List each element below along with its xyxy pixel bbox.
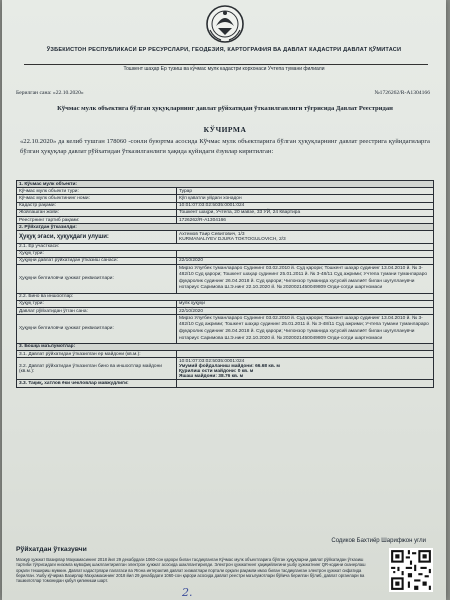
section-header: 2.2. Бино ва иншоотлар: <box>17 293 433 300</box>
table-row: 3.3. Тақиқ, хатлов ёки чекловлар мавжудлиги: <box>17 379 433 386</box>
table-row: Ҳуқуқни белгиловчи ҳужжат реквизитлари: Мирзо Улуғбек туманлараро Судининг 03.02.2010 й. Суд қарори; Тошкент шаҳар судининг 13.04.2010 й. № 3-482/10 Суд ажрими; Тошкент шаҳар судининг 25.01.2011 й. № 3-48/11 Суд ажрими; Учтепа тумани туманлараро фуқаролик судининг 26.04.2018 й. Суд қарори; Чилонзор туманида хусусий амалиёт билан шуғулланувчи нотариус Саримова Ш.Э.нинг 22.10.2020 й. № 2020021450049809 Олди-сотди шартномаси <box>17 314 433 343</box>
table-row: Ҳуқуқни белгиловчи ҳужжат реквизитлари: Мирзо Улуғбек туманлараро Судининг 03.02.2010 й. Суд қарори; Тошкент шаҳар судининг 13.04.2010 й. № 3-482/10 Суд қарори; Тошкент шаҳар судининг 25.01.2011 й. № 3-48/11 Суд ажрими; Учтепа тумани туманлараро фуқаролик судининг 26.04.2018 й. Суд қарори; Чилонзор туманида хусусий амалиёт билан шуғулланувчи нотариус Саримова Ш.Э.нинг 22.10.2020 й. № 2020021450049809 Олди-сотди шартномаси <box>17 264 433 293</box>
table-row: Кўчмас мулк объектининг номи: Кўп қаватли уйдаги хонадон <box>17 194 433 201</box>
state-emblem-icon <box>205 4 245 44</box>
table-row: Ҳуқуқ тури: <box>17 250 433 257</box>
handwritten-page-number: 2. <box>182 586 193 599</box>
qr-code-icon <box>389 548 433 592</box>
registry-table <box>16 180 434 388</box>
table-row: 3.1. Давлат рўйхатидан ўтказилган ер майдони (кв.м.): <box>17 350 433 357</box>
intro-paragraph: «22.10.2020» да келиб тушган 178060 -сонли буюртма асосида Кўчмас мулк объектларига бўлган ҳуқуқларнинг давлат реестрига қуйидагиларга бўлган ҳуқуқлар давлат рўйхатидан ўтказилганлиги ҳақида қуйидаги ёзувлар киритилган: <box>20 138 430 155</box>
table-row: Ҳуқуқ тури: мулк ҳуқуқи <box>17 300 433 307</box>
verification-note: Мазкур ҳужжат Вазирлар Маҳкамасининг 2018 йил 29 декабрдаги 1060-сон қарори билан тасдиқланган Кўчмас мулк объектларига бўлган ҳуқуқларни давлат рўйхатидан ўтказиш тартиби тўғрисидаги низомга мувофиқ шакллантирилган электрон ҳужжат асосида шакллантирилди. Электрон ҳужжатнинг ҳақиқийлигини ушбу ҳужжатнинг QR-кодини сканерлаш орқали текшириш мумкин. Давлат кадастрлари палатаси ва Ягона интерактив давлат хизматлари портали орқали рақамли имзо билан тасдиқланган электрон ҳужжат сифатида берилган. Ушбу кўчирма Вазирлар Маҳкамасининг 2018 йил 29 декабрдаги 1060-сон қарори асосида давлат реестри маълумотлари бўйича берилган бўлиб, давлат органлари ва ташкилотлар томонидан қабул қилиниши шарт. <box>16 557 366 584</box>
issue-date: Берилган сана: «22.10.2020» <box>16 90 84 96</box>
table-row: Ҳуқуқ эгаси, ҳуқуқдаги улуши: Ахтемов Таир Севитович, 1/3 KURMANALIYEV DJURA TOKTOGULOVICH, 2/3 <box>17 230 433 242</box>
table-row: Кадастр рақами: 10:01:07:03:02:5035:0001:024 <box>17 202 433 209</box>
section-header: 1. Кўчмас мулк объекти: <box>17 181 433 187</box>
document-title: Кўчмас мулк объектига бўлган ҳуқуқларнинг давлат рўйхатидан ўтказилганлиги тўғрисида Давлат Реестридан <box>57 105 393 112</box>
table-row: Ҳуқуқни давлат рўйхатидан ўтказиш санаси: 22/10/2020 <box>17 257 433 264</box>
table-row: Реестрнинг тартиб рақами: 1726262/R-A1304166 <box>17 216 433 223</box>
issuing-branch: Тошкент шаҳар Ер тузиш ва кўчмас мулк кадастри корхонаси Учтепа тумани филиали <box>123 66 325 72</box>
registrar-name: Содиков Бахтиёр Шарифжон угли <box>331 538 426 544</box>
right-holder-2: KURMANALIYEV DJURA TOKTOGULOVICH, 2/3 <box>179 236 286 242</box>
document-heading: КЎЧИРМА <box>203 125 247 134</box>
table-row: 3.2. Давлат рўйхатидан ўтказилган бино ва иншоотлар майдони (кв.м.): 10:01:07:03:02:5035:0001:024 Умумий фойдаланиш майдони: 66.68 кв. м Қурилиш ости майдони: 0 кв. м Яшаш майдони: 38.76 кв. м <box>17 357 433 379</box>
table-row: Давлат рўйхатидан ўтган сана: 22/10/2020 <box>17 307 433 314</box>
section-header: 2. Рўйхатдан ўтказилди: <box>17 223 433 230</box>
document-page <box>2 0 446 600</box>
table-row: Жойлашган жойи: Тошкент шаҳри, Учтепа, 20 мавзе, 33 УЙ, 24 Квартира <box>17 209 433 216</box>
section-header: 3. Бошқа маълумотлар: <box>17 343 433 350</box>
right-holder-1: Ахтемов Таир Севитович, 1/3 <box>179 231 245 237</box>
issuing-organization: ЎЗБЕКИСТОН РЕСПУБЛИКАСИ ЕР РЕСУРСЛАРИ, ГЕОДЕЗИЯ, КАРТОГРАФИЯ ВА ДАВЛАТ КАДАСТРИ ДАВЛАТ ҚЎМИТАСИ <box>46 47 402 53</box>
header-divider <box>24 64 428 65</box>
table-row: Кўчмас мулк объекти тури: Турар <box>17 187 433 194</box>
section-header: 2.1. Ер участкаси: <box>17 243 433 250</box>
registrar-title: Рўйхатдан ўтказувчи <box>16 546 87 553</box>
document-number: №1726262/R-A1304166 <box>374 90 430 96</box>
